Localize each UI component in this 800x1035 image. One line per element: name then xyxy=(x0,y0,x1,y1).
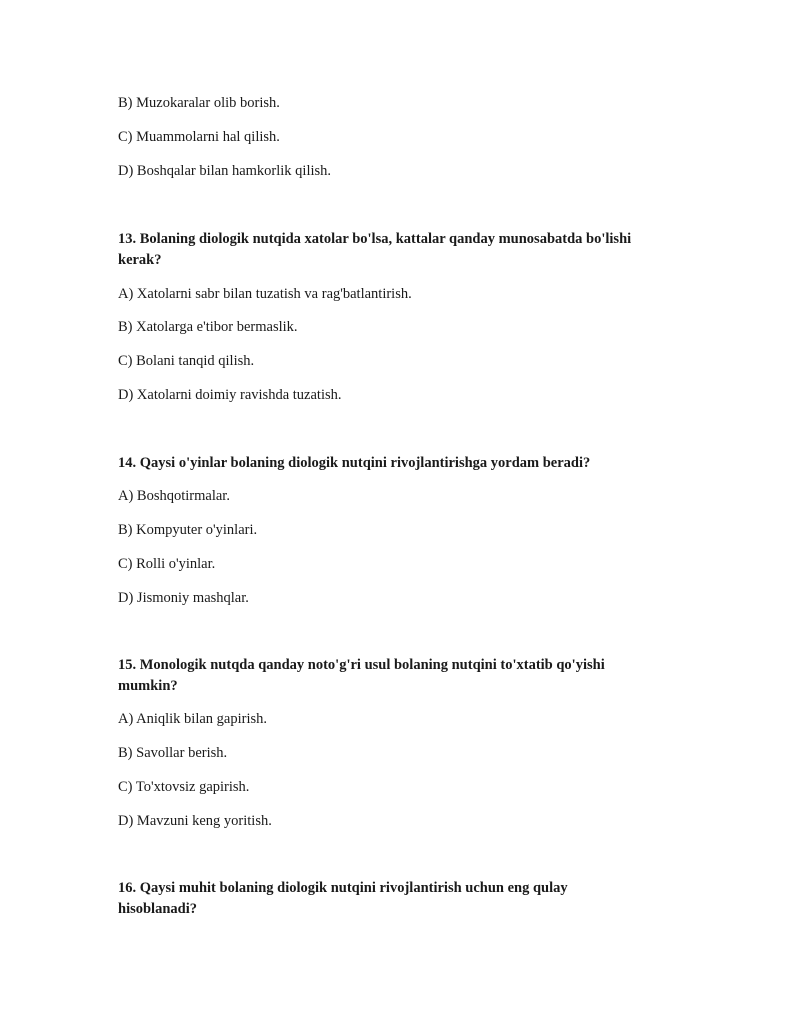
question-15-option-b: B) Savollar berish. xyxy=(118,745,228,761)
question-15-text: 15. Monologik nutqda qanday noto'g'ri usul bolaning nutqini to'xtatib qo'yishi xyxy=(118,657,605,673)
question-14-text: 14. Qaysi o'yinlar bolaning diologik nutqini rivojlantirishga yordam beradi? xyxy=(118,455,591,471)
question-15-option-d: D) Mavzuni keng yoritish. xyxy=(118,813,272,829)
question-13-option-a: A) Xatolarni sabr bilan tuzatish va rag'batlantirish. xyxy=(118,286,412,302)
question-15-option-a: A) Aniqlik bilan gapirish. xyxy=(118,711,268,727)
question-15-option-c: C) To'xtovsiz gapirish. xyxy=(118,779,250,795)
question-15-continuation: mumkin? xyxy=(118,678,178,694)
option-b: B) Muzokaralar olib borish. xyxy=(118,95,280,111)
question-13-continuation: kerak? xyxy=(118,252,162,268)
question-16-continuation: hisoblanadi? xyxy=(118,901,197,917)
question-13-text: 13. Bolaning diologik nutqida xatolar bo'lsa, kattalar qanday munosabatda bo'lishi xyxy=(118,231,632,247)
question-14-option-b: B) Kompyuter o'yinlari. xyxy=(118,522,258,538)
option-c: C) Muammolarni hal qilish. xyxy=(118,129,280,145)
question-13-option-d: D) Xatolarni doimiy ravishda tuzatish. xyxy=(118,387,342,403)
question-16-text: 16. Qaysi muhit bolaning diologik nutqini rivojlantirish uchun eng qulay xyxy=(118,880,568,896)
option-d: D) Boshqalar bilan hamkorlik qilish. xyxy=(118,163,332,179)
question-13-option-b: B) Xatolarga e'tibor bermaslik. xyxy=(118,319,298,335)
question-14-option-c: C) Rolli o'yinlar. xyxy=(118,556,216,572)
question-14-option-a: A) Boshqotirmalar. xyxy=(118,488,230,504)
question-13-option-c: C) Bolani tanqid qilish. xyxy=(118,353,255,369)
question-14-option-d: D) Jismoniy mashqlar. xyxy=(118,590,249,606)
